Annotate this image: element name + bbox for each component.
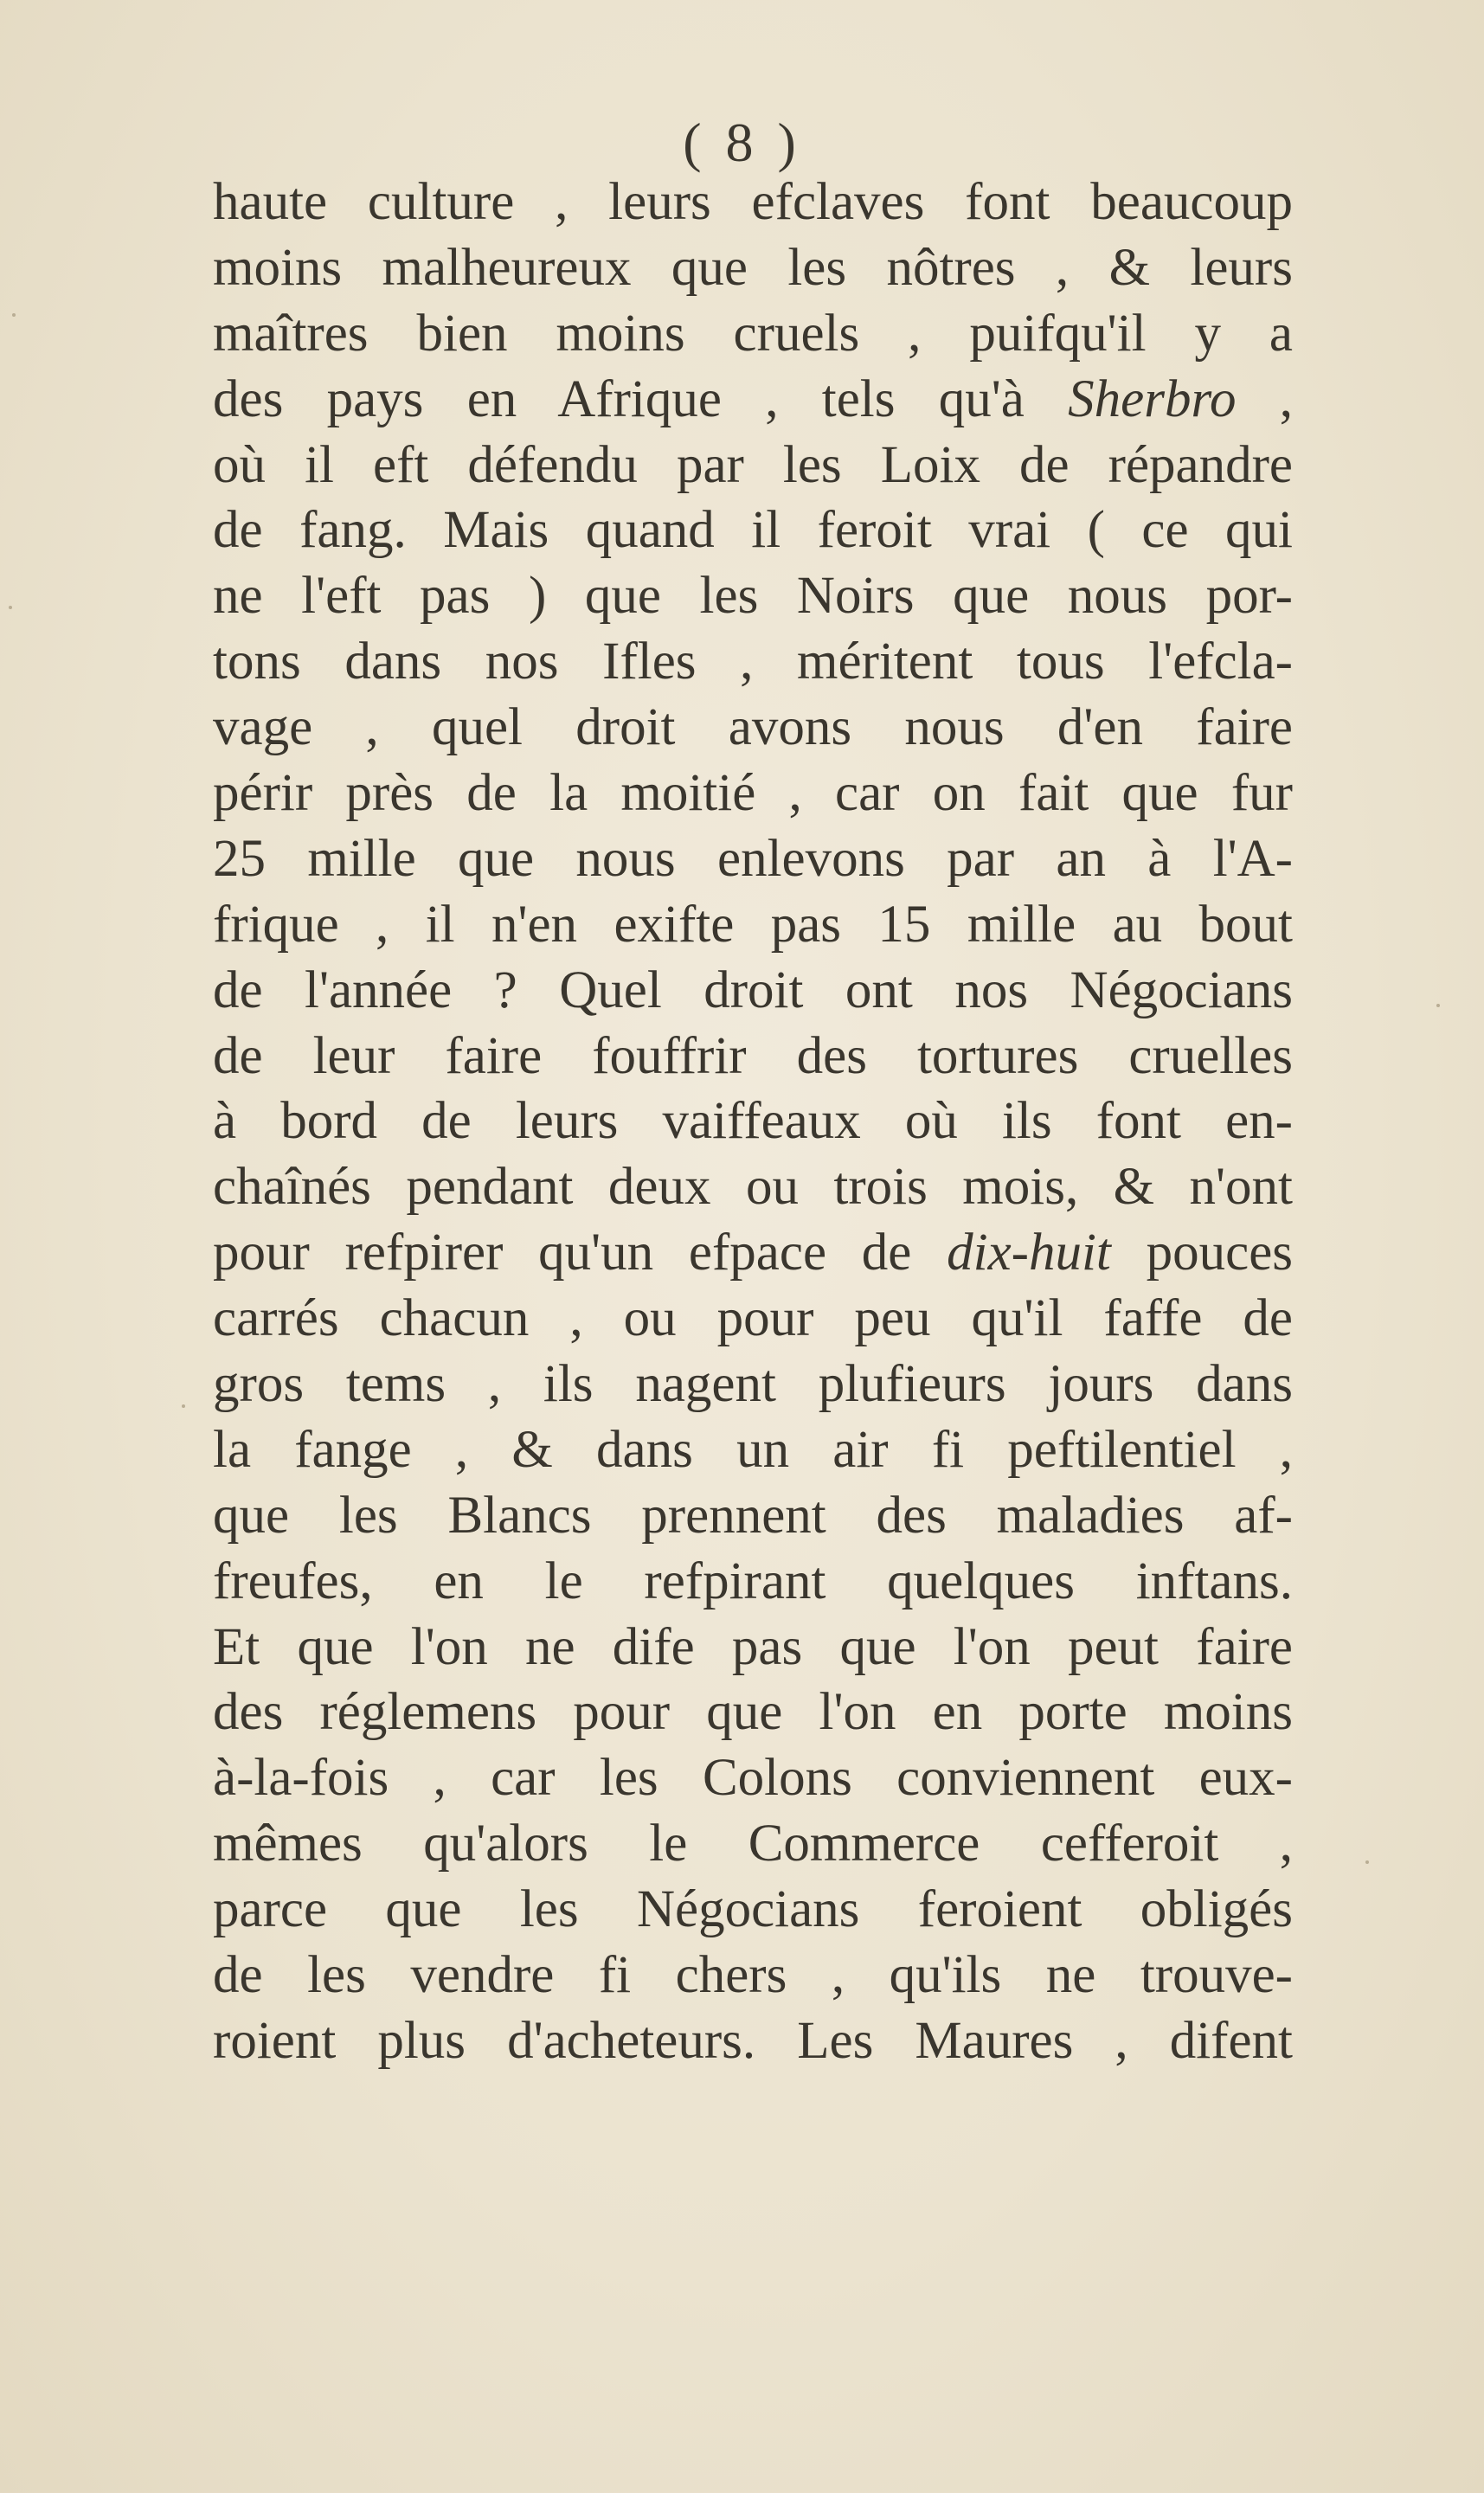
text-line [213,1024,1293,1089]
text-line [213,1549,1293,1615]
text-segment: tons dans nos Ifles , méritent tous l'efcla- [213,633,1293,691]
paper-speck [12,313,16,317]
text-segment: haute culture , leurs efclaves font beaucoup [213,173,1293,231]
text-line [213,1417,1293,1483]
text-line [213,1745,1293,1811]
text-line [213,1943,1293,2008]
text-segment: , [1236,369,1294,428]
text-line [213,826,1293,892]
text-segment: pour refpirer qu'un efpace de [213,1224,948,1282]
text-line [213,761,1293,826]
text-line [213,235,1293,301]
text-segment: où il eft défendu par les Loix de répandre [213,435,1293,494]
text-segment: carrés chacun , ou pour peu qu'il faffe de [213,1289,1293,1348]
text-line [213,301,1293,367]
text-segment: la fange , & dans un air fi peftilentiel , [213,1420,1293,1479]
text-segment: à-la-fois , car les Colons conviennent eux- [213,1749,1293,1808]
text-segment: frique , il n'en exifte pas 15 mille au bout [213,895,1293,954]
text-segment: gros tems , ils nagent plufieurs jours dans [213,1355,1293,1414]
text-line [213,1680,1293,1745]
text-line [213,892,1293,958]
page-number: ( 8 ) [683,112,801,173]
text-line [213,629,1293,695]
text-segment: Et que l'on ne dife pas que l'on peut faire [213,1617,1293,1676]
paper-speck [9,606,12,609]
text-segment: de l'année ? Quel droit ont nos Négocians [213,961,1293,1019]
text-line [213,958,1293,1024]
paper-speck [1436,1004,1440,1007]
text-line [213,367,1293,433]
text-line [213,498,1293,563]
text-segment: ne l'eft pas ) que les Noirs que nous por- [213,567,1293,626]
text-segment: de fang. Mais quand il feroit vrai ( ce qui [213,501,1293,560]
italic-text: Sherbro [1068,369,1237,428]
text-segment: mêmes qu'alors le Commerce cefferoit , [213,1815,1293,1873]
text-line [213,695,1293,761]
paper-speck [1365,1860,1369,1864]
text-segment: chaînés pendant deux ou trois mois, & n'ont [213,1158,1293,1217]
text-segment: de leur faire fouffrir des tortures cruelles [213,1026,1293,1085]
text-segment: maîtres bien moins cruels , puifqu'il y a [213,304,1293,363]
text-segment: moins malheureux que les nôtres , & leurs [213,238,1293,297]
text-line [213,1220,1293,1286]
text-segment: vage , quel droit avons nous d'en faire [213,698,1293,757]
text-line [213,170,1293,235]
text-segment: freufes, en le refpirant quelques inftans. [213,1552,1293,1610]
text-line [213,2008,1293,2074]
text-line [213,433,1293,498]
text-segment: des pays en Afrique , tels qu'à [213,369,1069,428]
text-segment: parce que les Négocians feroient obligés [213,1880,1293,1939]
text-segment: 25 mille que nous enlevons par an à l'A- [213,829,1293,888]
text-line [213,1615,1293,1680]
text-segment: à bord de leurs vaiffeaux où ils font en- [213,1092,1293,1151]
text-segment: périr près de la moitié , car on fait que fur [213,764,1293,823]
body-text [213,170,1293,2074]
text-line [213,1089,1293,1154]
text-line [213,1154,1293,1220]
text-line [213,1352,1293,1417]
text-segment: des réglemens pour que l'on en porte moins [213,1683,1293,1742]
italic-text: dix-huit [947,1224,1111,1282]
text-segment: pouces [1110,1224,1294,1282]
text-line [213,1877,1293,1943]
text-line [213,1286,1293,1352]
paper-speck [182,1404,185,1408]
text-line [213,1811,1293,1877]
text-line [213,563,1293,629]
text-segment: de les vendre fi chers , qu'ils ne trouve- [213,1946,1293,2005]
text-segment: que les Blancs prennent des maladies af- [213,1486,1293,1545]
text-segment: roient plus d'acheteurs. Les Maures , difent [213,2011,1293,2070]
text-line [213,1483,1293,1549]
